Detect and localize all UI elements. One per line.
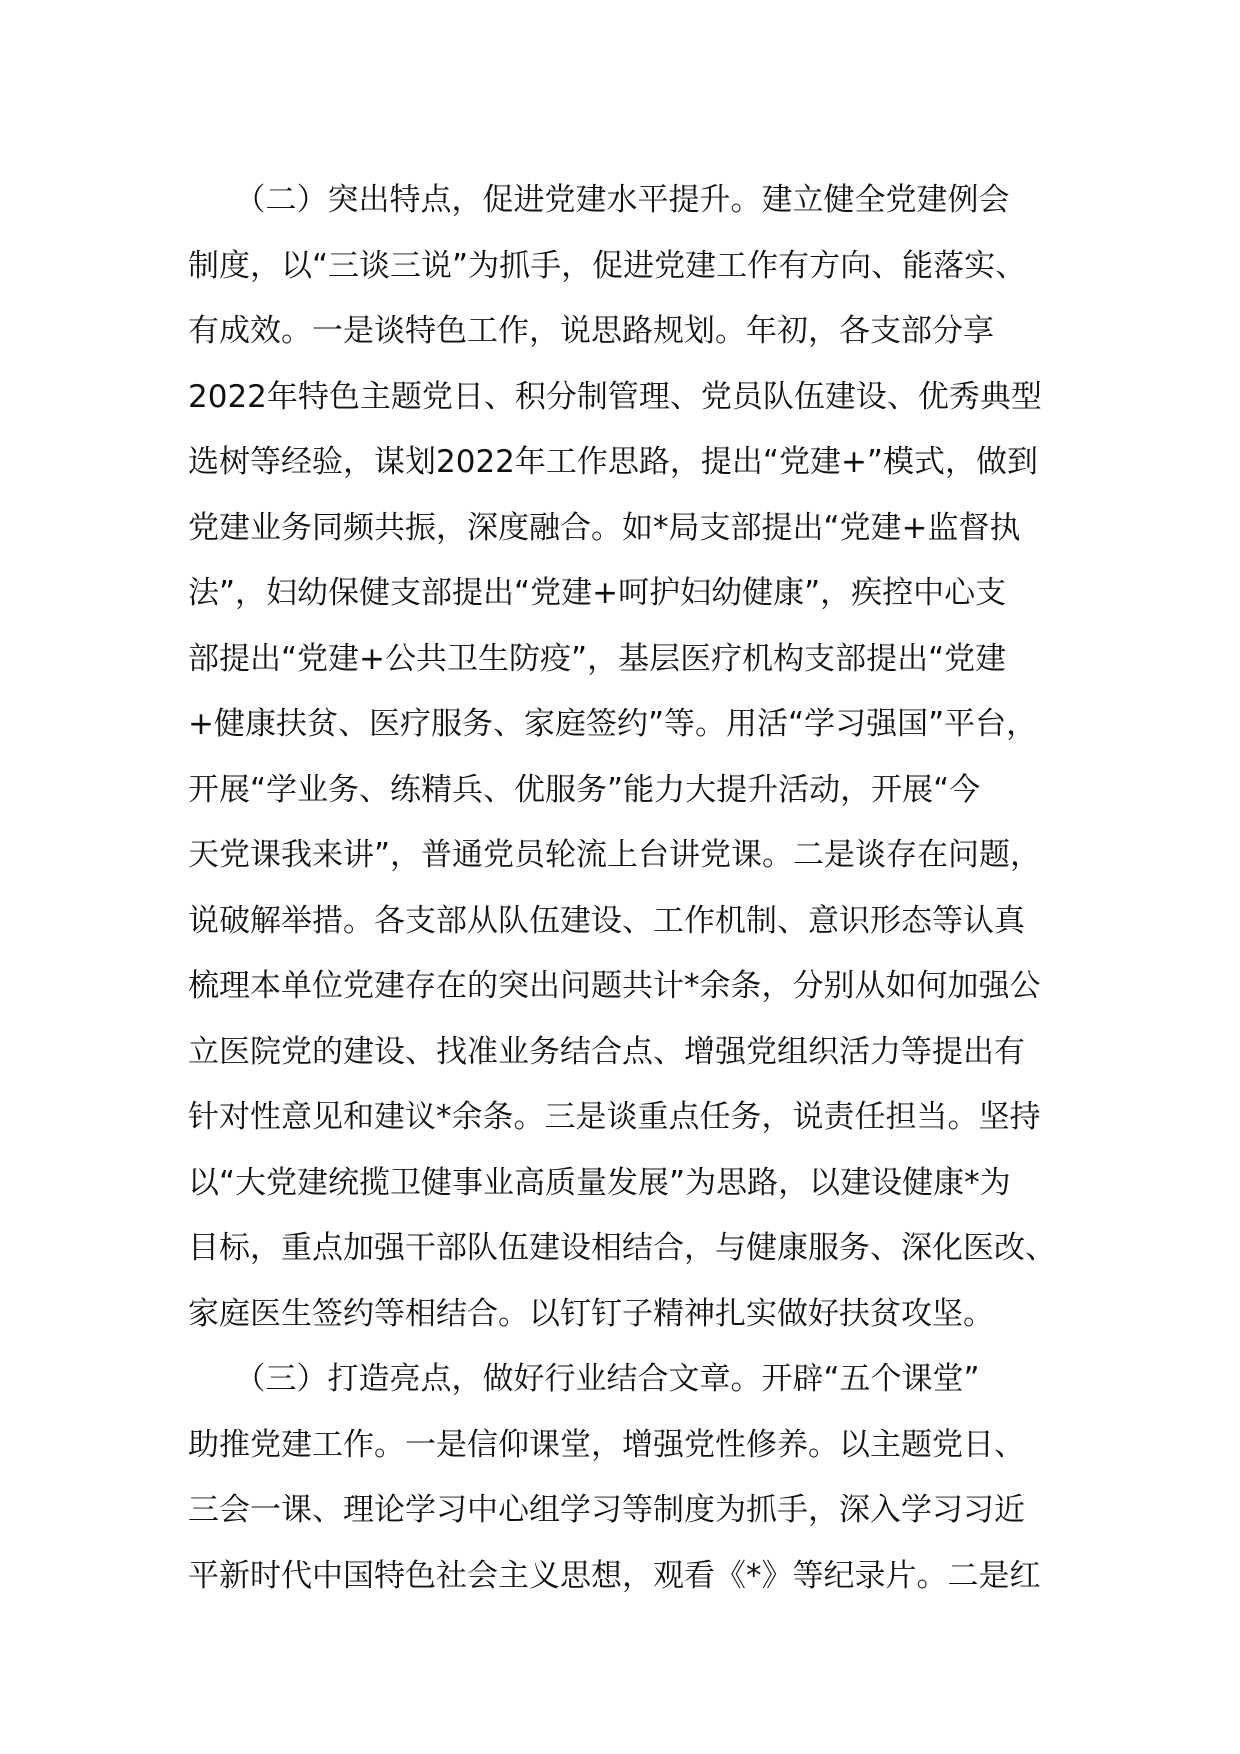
text-line: （二）突出特点，促进党建水平提升。建立健全党建例会 bbox=[188, 182, 1010, 218]
text-line: 家庭医生签约等相结合。以钉钉子精神扎实做好扶贫攻坚。 bbox=[188, 1295, 994, 1332]
text-line: 有成效。一是谈特色工作，说思路规划。年初，各支部分享 bbox=[188, 313, 994, 349]
text-line: 部提出“党建+公共卫生防疫”，基层医疗机构支部提出“党建 bbox=[188, 640, 1007, 677]
body-text bbox=[188, 168, 1088, 1609]
text-line: 党建业务同频共振，深度融合。如*局支部提出“党建+监督执 bbox=[188, 509, 1021, 546]
text-line: 梳理本单位党建存在的突出问题共计*余条，分别从如何加强公 bbox=[188, 968, 1041, 1004]
text-line: 天党课我来讲”，普通党员轮流上台讲党课。二是谈存在问题， bbox=[188, 837, 1042, 873]
text-line: 针对性意见和建议*余条。三是谈重点任务，说责任担当。坚持 bbox=[188, 1099, 1041, 1135]
text-line: 以“大党建统揽卫健事业高质量发展”为思路，以建设健康*为 bbox=[188, 1164, 1011, 1201]
text-line: 平新时代中国特色社会主义思想，观看《*》等纪录片。二是红 bbox=[188, 1557, 1041, 1594]
text-line: 制度，以“三谈三说”为抓手，促进党建工作有方向、能落实、 bbox=[188, 247, 1027, 284]
text-line: 2022年特色主题党日、积分制管理、党员队伍建设、优秀典型 bbox=[188, 378, 1042, 415]
text-line: 法”，妇幼保健支部提出“党建+呵护妇幼健康”，疾控中心支 bbox=[188, 575, 1007, 611]
text-line: +健康扶贫、医疗服务、家庭签约”等。用活“学习强国”平台， bbox=[188, 706, 1038, 742]
text-line: 立医院党的建设、找准业务结合点、增强党组织活力等提出有 bbox=[188, 1033, 1025, 1070]
text-line: 三会一课、理论学习中心组学习等制度为抓手，深入学习习近 bbox=[188, 1492, 1025, 1528]
text-line: 开展“学业务、练精兵、优服务”能力大提升活动，开展“今 bbox=[188, 771, 981, 808]
text-line: （三）打造亮点，做好行业结合文章。开辟“五个课堂” bbox=[188, 1361, 980, 1397]
text-line: 说破解举措。各支部从队伍建设、工作机制、意识形态等认真 bbox=[188, 902, 1025, 939]
text-line: 目标，重点加强干部队伍建设相结合，与健康服务、深化医改、 bbox=[188, 1230, 1056, 1266]
text-line: 选树等经验，谋划2022年工作思路，提出“党建+”模式，做到 bbox=[188, 444, 1038, 480]
text-line: 助推党建工作。一是信仰课堂，增强党性修养。以主题党日、 bbox=[188, 1426, 1025, 1463]
